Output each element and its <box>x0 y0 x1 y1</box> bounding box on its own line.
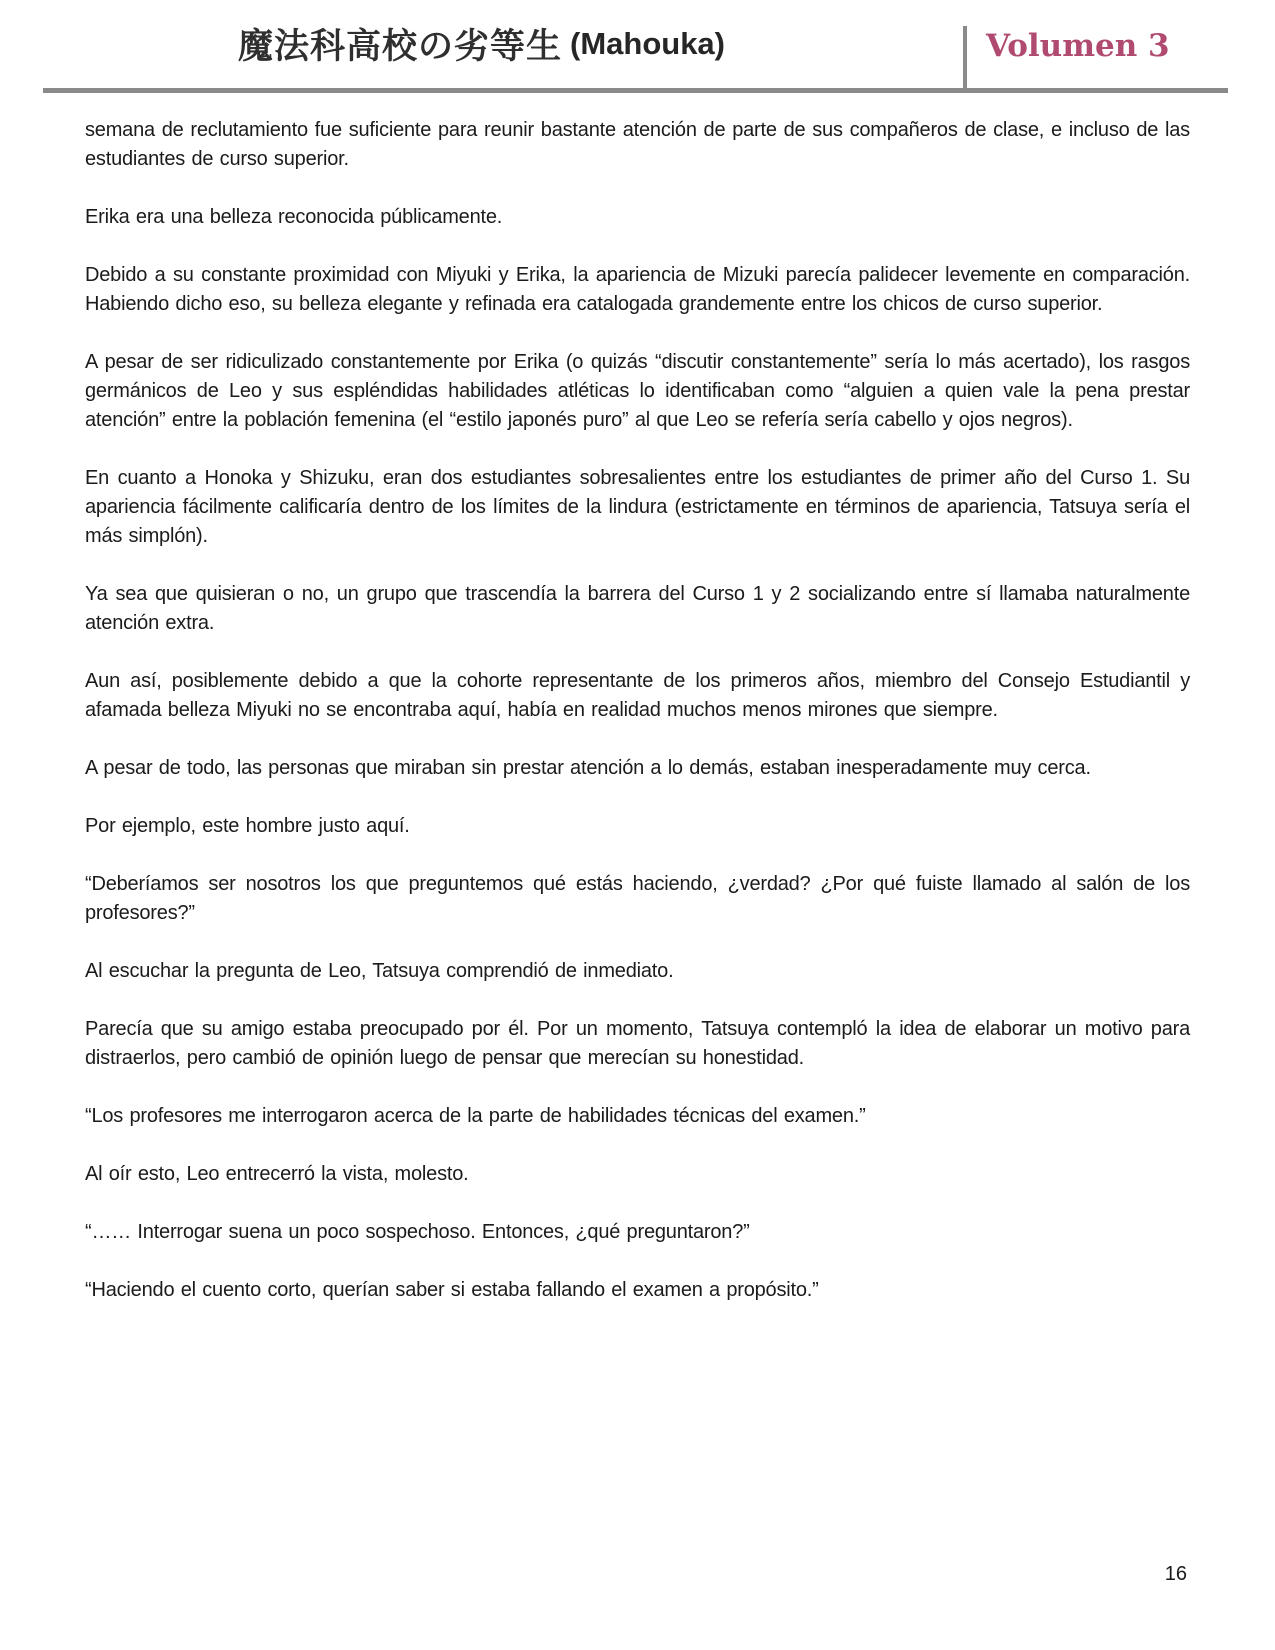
paragraph: A pesar de ser ridiculizado constantemente por Erika (o quizás “discutir constantemente” sería lo más acertado), los rasgos germánicos de Leo y sus espléndidas habilidades atléticas lo identificaban como “alguien a quien vale la pena prestar atención” entre la población femenina (el “estilo japonés puro” al que Leo se refería sería cabello y ojos negros). <box>85 351 1190 431</box>
paragraph: “Deberíamos ser nosotros los que preguntemos qué estás haciendo, ¿verdad? ¿Por qué fuiste llamado al salón de los profesores?” <box>85 873 1190 924</box>
paragraph: Por ejemplo, este hombre justo aquí. <box>85 815 410 837</box>
paragraph: semana de reclutamiento fue suficiente para reunir bastante atención de parte de sus compañeros de clase, e incluso de las estudiantes de curso superior. <box>85 119 1190 170</box>
paragraph: Aun así, posiblemente debido a que la cohorte representante de los primeros años, miembro del Consejo Estudiantil y afamada belleza Miyuki no se encontraba aquí, había en realidad muchos menos mirones que siempre. <box>85 670 1190 721</box>
series-title-japanese: 魔法科高校の劣等生 <box>237 26 562 67</box>
page-body <box>0 93 1275 1305</box>
paragraph: Ya sea que quisieran o no, un grupo que trascendía la barrera del Curso 1 y 2 socializando entre sí llamaba naturalmente atención extra. <box>85 583 1190 634</box>
paragraph: A pesar de todo, las personas que miraban sin prestar atención a lo demás, estaban inesperadamente muy cerca. <box>85 757 1091 779</box>
header-divider <box>963 26 967 93</box>
page-header <box>0 0 1275 93</box>
paragraph: Parecía que su amigo estaba preocupado por él. Por un momento, Tatsuya contempló la idea de elaborar un motivo para distraerlos, pero cambió de opinión luego de pensar que merecían su honestidad. <box>85 1018 1190 1069</box>
paragraph: “Los profesores me interrogaron acerca de la parte de habilidades técnicas del examen.” <box>85 1105 866 1127</box>
series-title-romaji: (Mahouka) <box>570 26 725 61</box>
paragraph: “Haciendo el cuento corto, querían saber si estaba fallando el examen a propósito.” <box>85 1279 819 1301</box>
paragraph: Erika era una belleza reconocida públicamente. <box>85 206 503 228</box>
paragraph: “…… Interrogar suena un poco sospechoso. Entonces, ¿qué preguntaron?” <box>85 1221 750 1243</box>
header-rule <box>43 88 1228 93</box>
paragraph: Debido a su constante proximidad con Miyuki y Erika, la apariencia de Mizuki parecía palidecer levemente en comparación. Habiendo dicho eso, su belleza elegante y refinada era catalogada grandemente entre los chicos de curso superior. <box>85 264 1190 315</box>
volume-label: Volumen 3 <box>986 28 1170 64</box>
paragraph: Al oír esto, Leo entrecerró la vista, molesto. <box>85 1163 469 1185</box>
series-title <box>0 0 963 88</box>
page-number: 16 <box>1164 1563 1187 1585</box>
page-footer <box>1165 1563 1187 1586</box>
paragraph: Al escuchar la pregunta de Leo, Tatsuya comprendió de inmediato. <box>85 960 674 982</box>
paragraph: En cuanto a Honoka y Shizuku, eran dos estudiantes sobresalientes entre los estudiantes de primer año del Curso 1. Su apariencia fácilmente calificaría dentro de los límites de la lindura (estrictamente en términos de apariencia, Tatsuya sería el más simplón). <box>85 467 1190 547</box>
